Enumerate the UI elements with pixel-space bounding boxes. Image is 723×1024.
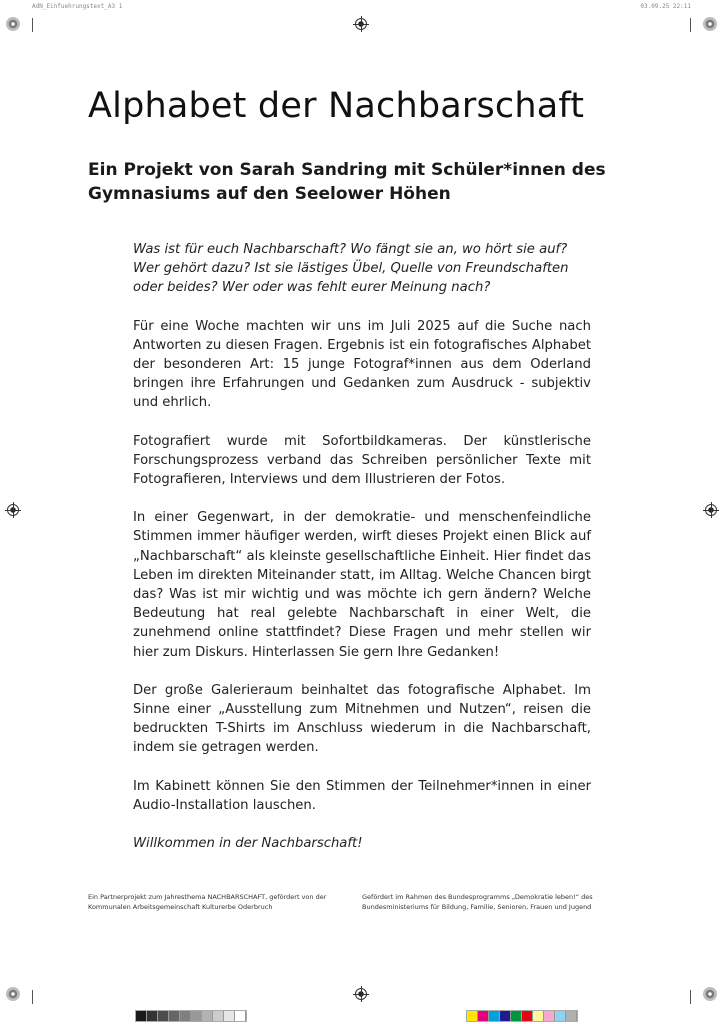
corner-registration-mark: [6, 17, 20, 31]
body-paragraph: Fotografiert wurde mit Sofortbildkameras. Der künstlerische Forschungsprozess verband das Schreiben persönlicher Texte mit Fotografieren, Interviews und dem Illustrieren der Fotos.: [133, 433, 591, 488]
intro-questions-paragraph: Was ist für euch Nachbarschaft? Wo fängt sie an, wo hört sie auf? Wer gehört dazu? Ist sie lästiges Übel, Quelle von Freundschaften oder beides? Wer oder was fehlt eurer Meinung nach?: [133, 242, 569, 296]
body-paragraph: Für eine Woche machten wir uns im Juli 2025 auf die Suche nach Antworten zu diesen Fragen. Ergebnis ist ein fotografisches Alphabet der besonderen Art: 15 junge Fotograf*innen aus dem Oderland bringen ihre Erfahrungen und Gedanken zum Ausdruck - subjektiv und ehrlich.: [133, 318, 591, 411]
color-swatch: [202, 1011, 213, 1021]
crop-mark: [32, 990, 33, 1004]
body-paragraph: Der große Galerieraum beinhaltet das fotografische Alphabet. Im Sinne einer „Ausstellung zum Mitnehmen und Nutzen“, reisen die bedruckten T-Shirts im Anschluss wiederum in die Nachbarschaft, indem sie getragen werden.: [133, 682, 591, 756]
page-title: Alphabet der Nachbarschaft: [88, 86, 585, 126]
color-swatch: [544, 1011, 555, 1021]
body-paragraph: In einer Gegenwart, in der demokratie- und menschenfeindliche Stimmen immer häufiger werden, wirft dieses Projekt einen Blick auf „Nachbarschaft“ als kleinste gesellschaftliche Einheit. Hier findet das Leben im direkten Miteinander statt, im Alltag. Welche Chancen birgt das? Was ist mir wichtig und was möchte ich gern ändern? Welche Bedeutung hat real gelebte Nachbarschaft in einer Welt, die zunehmend online stattfindet? Diese Fragen und mehr stellen wir hier zum Diskurs. Hinterlassen Sie gern Ihre Gedanken!: [133, 510, 591, 660]
registration-mark-left: [7, 504, 19, 516]
closing-paragraph: Willkommen in der Nachbarschaft!: [133, 836, 363, 852]
slug-line-right: 03.09.25 22:11: [640, 3, 691, 10]
color-swatch: [158, 1011, 169, 1021]
footer-partner-note: Ein Partnerprojekt zum Jahresthema NACHBARSCHAFT, gefördert von der Kommunalen Arbeitsgemeinschaft Kulturerbe Oderbruch: [88, 893, 327, 911]
color-swatch: [478, 1011, 489, 1021]
grayscale-color-bar: [135, 1010, 247, 1022]
color-swatch: [213, 1011, 224, 1021]
slug-line-left: AdN_Einfuehrungstext_A3 1: [32, 3, 123, 10]
color-swatch: [500, 1011, 511, 1021]
color-swatch: [566, 1011, 577, 1021]
registration-mark-right: [705, 504, 717, 516]
registration-mark-top: [355, 18, 367, 30]
color-swatch: [511, 1011, 522, 1021]
corner-registration-mark: [703, 17, 717, 31]
color-swatch: [136, 1011, 147, 1021]
crop-mark: [690, 990, 691, 1004]
corner-registration-mark: [703, 987, 717, 1001]
color-swatch: [522, 1011, 533, 1021]
footer-funding-note: Gefördert im Rahmen des Bundesprogramms „Demokratie leben!“ des Bundesministeriums für Bildung, Familie, Senioren, Frauen und Jugend: [362, 893, 593, 911]
color-swatch: [489, 1011, 500, 1021]
color-swatch: [147, 1011, 158, 1021]
color-swatch: [235, 1011, 246, 1021]
color-swatch: [555, 1011, 566, 1021]
color-swatch: [180, 1011, 191, 1021]
color-swatch: [467, 1011, 478, 1021]
color-swatch: [191, 1011, 202, 1021]
process-color-bar: [466, 1010, 578, 1022]
body-paragraph: Im Kabinett können Sie den Stimmen der Teilnehmer*innen in einer Audio-Installation lauschen.: [133, 778, 591, 813]
color-swatch: [224, 1011, 235, 1021]
body-text: [133, 240, 591, 872]
registration-mark-bottom: [355, 988, 367, 1000]
crop-mark: [690, 18, 691, 32]
crop-mark: [32, 18, 33, 32]
color-swatch: [533, 1011, 544, 1021]
color-swatch: [169, 1011, 180, 1021]
corner-registration-mark: [6, 987, 20, 1001]
page-subtitle: Ein Projekt von Sarah Sandring mit Schüler*innen des Gymnasiums auf den Seelower Höhen: [88, 160, 606, 204]
